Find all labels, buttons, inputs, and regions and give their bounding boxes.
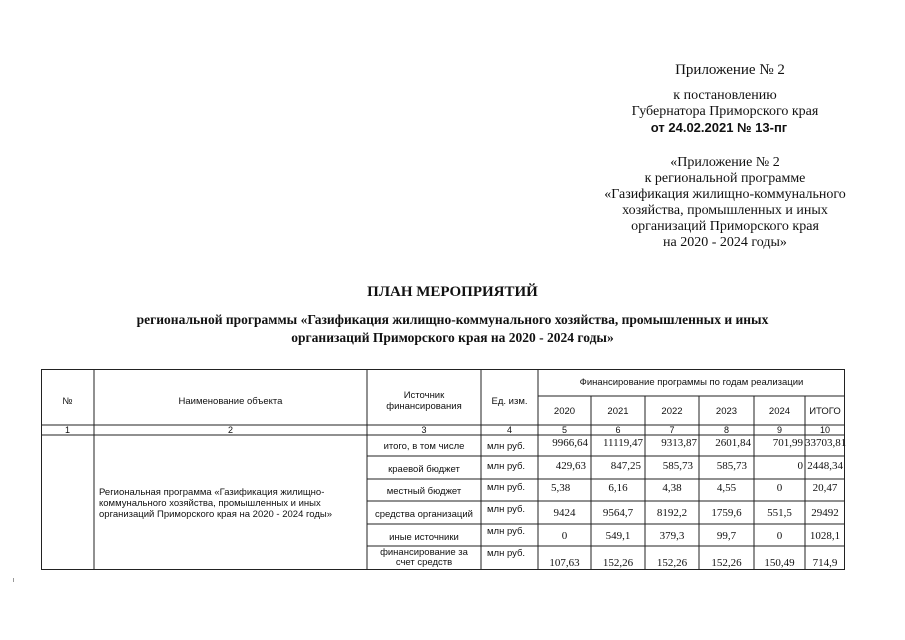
- program-line-4: на 2020 - 2024 годы»: [663, 235, 787, 250]
- value-local-2021: 6,16: [608, 482, 628, 494]
- value-local-2024: 0: [776, 482, 783, 494]
- program-line-3: организаций Приморского края: [631, 219, 819, 234]
- value-regional-2021: 847,25: [610, 460, 641, 472]
- value-total-2020: 9966,64: [552, 437, 588, 449]
- scan-mark: [13, 578, 14, 582]
- row-source-other: иные источники: [389, 532, 459, 543]
- value-total-2022: 9313,87: [661, 437, 697, 449]
- object-name-cell: Региональная программа «Газификация жилищно-коммунального хозяйства, промышленных и иных организаций Приморского края на 2020 - 2024 годы»: [99, 487, 332, 520]
- value-financing-2022: 152,26: [656, 557, 688, 569]
- header-year-2023: 2023: [715, 406, 738, 417]
- row-source-financing: финансирование за счет средств: [380, 547, 468, 568]
- header-year-2021: 2021: [607, 406, 629, 417]
- value-other-sum: 1028,1: [809, 530, 841, 542]
- header-total: ИТОГО: [809, 406, 841, 417]
- value-local-2023: 4,55: [716, 482, 737, 494]
- header-unit: Ед. изм.: [491, 396, 528, 407]
- value-regional-2023: 585,73: [716, 460, 747, 472]
- value-orgs-2022: 8192,2: [656, 507, 688, 519]
- row-source-total: итого, в том числе: [383, 441, 465, 452]
- header-year-2024: 2024: [768, 406, 791, 417]
- value-orgs-2023: 1759,6: [711, 507, 742, 519]
- value-financing-2020: 107,63: [549, 557, 580, 569]
- col-number-2: 2: [227, 425, 233, 435]
- value-orgs-sum: 29492: [811, 507, 839, 519]
- value-local-2020: 5,38: [551, 482, 571, 494]
- quoted-appendix-text: «Приложение № 2: [670, 155, 780, 170]
- value-other-2020: 0: [561, 530, 568, 542]
- plan-subtitle-line-2: организаций Приморского края на 2020 - 2024 годы»: [291, 330, 614, 345]
- col-number-6: 6: [615, 425, 621, 435]
- value-financing-sum: 714,9: [812, 557, 838, 569]
- value-regional-2020: 429,63: [555, 460, 586, 472]
- value-regional-sum: 2448,34: [807, 460, 843, 472]
- value-other-2023: 99,7: [716, 530, 737, 542]
- value-regional-2022: 585,73: [662, 460, 693, 472]
- header-number: №: [62, 396, 73, 407]
- value-total-sum: 33703,81: [805, 437, 847, 449]
- value-financing-2023: 152,26: [711, 557, 742, 569]
- to-program-text: к региональной программе: [644, 171, 806, 186]
- row-source-local-budget: местный бюджет: [386, 486, 462, 497]
- plan-title: ПЛАН МЕРОПРИЯТИЙ: [367, 284, 538, 300]
- col-number-5: 5: [561, 425, 567, 435]
- col-number-4: 4: [506, 425, 512, 435]
- value-regional-2024: 0: [797, 460, 803, 472]
- appendix-label: Приложение № 2: [675, 62, 785, 78]
- col-number-3: 3: [421, 425, 427, 435]
- header-year-2020: 2020: [553, 406, 576, 417]
- appendix-header: [610, 62, 850, 78]
- header-financing: Финансирование программы по годам реализации: [579, 377, 804, 388]
- value-local-sum: 20,47: [812, 482, 838, 494]
- value-total-2023: 2601,84: [715, 437, 751, 449]
- value-other-2021: 549,1: [605, 530, 631, 542]
- col-number-8: 8: [723, 425, 729, 435]
- col-number-10: 10: [819, 425, 830, 435]
- to-resolution-text: к постановлению: [673, 88, 777, 103]
- value-orgs-2020: 9424: [553, 507, 576, 519]
- plan-subtitle-line-1: региональной программы «Газификация жилищно-коммунального хозяйства, промышленных и иных: [136, 312, 769, 327]
- program-line-1: «Газификация жилищно-коммунального: [604, 187, 846, 202]
- value-total-2021: 11119,47: [602, 437, 643, 449]
- value-orgs-2024: 551,5: [767, 507, 792, 519]
- value-orgs-2021: 9564,7: [602, 507, 634, 519]
- row-unit-other: млн руб.: [487, 526, 526, 537]
- row-unit-organizations: млн руб.: [487, 504, 526, 515]
- row-unit-local-budget: млн руб.: [487, 482, 526, 493]
- col-number-9: 9: [776, 425, 782, 435]
- resolution-reference: [595, 88, 855, 136]
- row-source-regional-budget: краевой бюджет: [388, 464, 460, 475]
- financing-table: [41, 369, 845, 570]
- program-line-2: хозяйства, промышленных и иных: [622, 203, 828, 218]
- date-number-text: от 24.02.2021 № 13-пг: [650, 120, 788, 135]
- col-number-1: 1: [64, 425, 70, 435]
- row-unit-financing: млн руб.: [487, 548, 526, 559]
- row-unit-total: млн руб.: [487, 441, 526, 452]
- value-other-2022: 379,3: [659, 530, 685, 542]
- row-unit-regional-budget: млн руб.: [487, 461, 526, 472]
- governor-text: Губернатора Приморского края: [631, 104, 819, 119]
- value-other-2024: 0: [776, 530, 783, 542]
- value-financing-2024: 150,49: [764, 557, 795, 569]
- header-object-name: Наименование объекта: [178, 396, 283, 407]
- program-reference: [575, 155, 875, 251]
- value-local-2022: 4,38: [662, 482, 682, 494]
- header-source: Источник финансирования: [386, 390, 462, 412]
- header-year-2022: 2022: [661, 406, 683, 417]
- value-total-2024: 701,99: [772, 437, 803, 449]
- col-number-7: 7: [669, 425, 675, 435]
- row-source-organizations: средства организаций: [375, 509, 473, 520]
- value-financing-2021: 152,26: [602, 557, 634, 569]
